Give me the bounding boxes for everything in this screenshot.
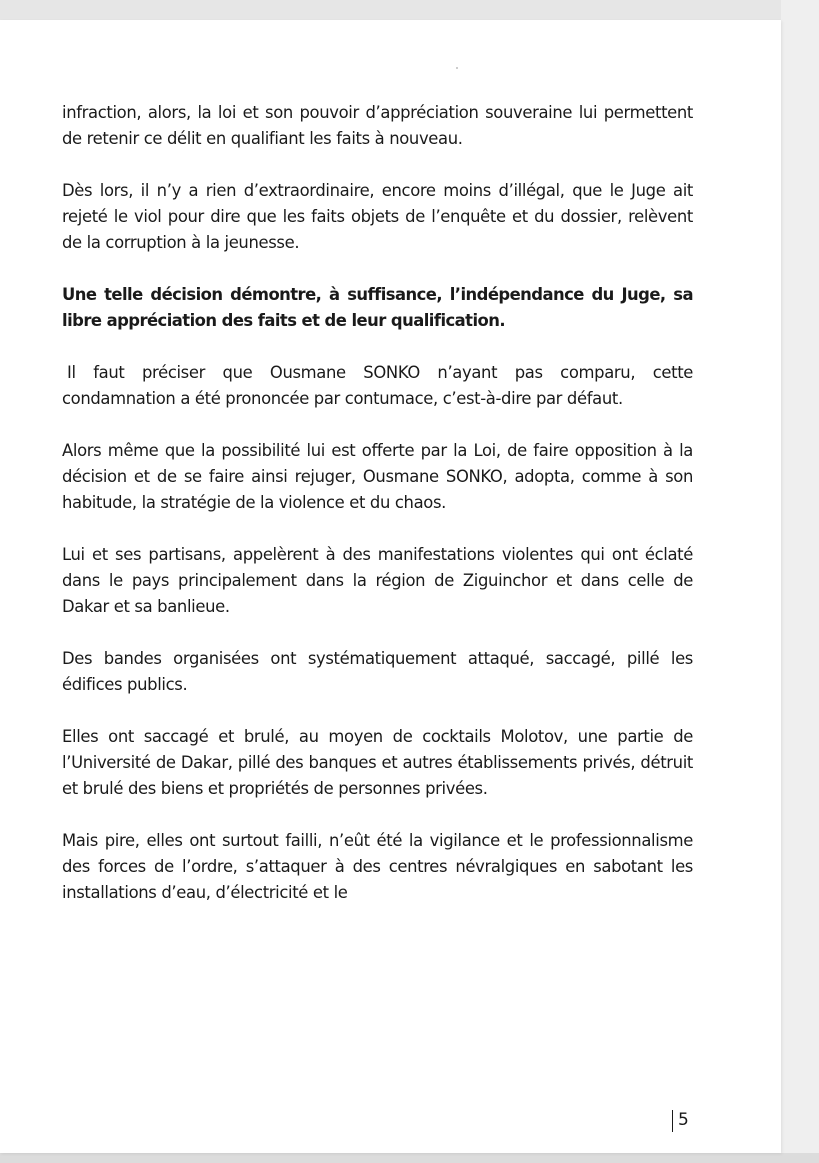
paragraph-8: Elles ont saccagé et brulé, au moyen de cocktails Molotov, une partie de l’Université de Dakar, pillé des banques et autres établissements privés, détruit et brulé des biens et propriétés de personnes privées.	[62, 727, 693, 798]
paragraph-1: infraction, alors, la loi et son pouvoir d’appréciation souveraine lui permettent de retenir ce délit en qualifiant les faits à nouveau.	[62, 103, 693, 148]
paragraph-7: Des bandes organisées ont systématiquement attaqué, saccagé, pillé les édifices publics.	[62, 649, 693, 694]
scan-speck	[456, 67, 458, 69]
paragraph-6: Lui et ses partisans, appelèrent à des manifestations violentes qui ont éclaté dans le pays principalement dans la région de Ziguinchor et dans celle de Dakar et sa banlieue.	[62, 545, 693, 616]
paragraph-4: Il faut préciser que Ousmane SONKO n’ayant pas comparu, cette condamnation a été prononcée par contumace, c’est-à-dire par défaut.	[62, 363, 693, 408]
paragraph-3-bold: Une telle décision démontre, à suffisance, l’indépendance du Juge, sa libre appréciation des faits et de leur qualification.	[62, 285, 693, 330]
page-number: 5	[672, 1110, 689, 1132]
paragraph-2: Dès lors, il n’y a rien d’extraordinaire, encore moins d’illégal, que le Juge ait rejeté le viol pour dire que les faits objets de l’enquête et du dossier, relèvent de la corruption à la jeunesse.	[62, 181, 693, 252]
document-body	[62, 100, 693, 932]
viewer-bottom-margin	[0, 1153, 819, 1163]
paragraph-5: Alors même que la possibilité lui est offerte par la Loi, de faire opposition à la décision et de se faire ainsi rejuger, Ousmane SONKO, adopta, comme à son habitude, la stratégie de la violence et du chaos.	[62, 441, 693, 512]
paragraph-9: Mais pire, elles ont surtout failli, n’eût été la vigilance et le professionnalisme des forces de l’ordre, s’attaquer à des centres névralgiques en sabotant les installations d’eau, d’électricité et le	[62, 831, 693, 902]
viewer-side-margin	[781, 0, 819, 1163]
